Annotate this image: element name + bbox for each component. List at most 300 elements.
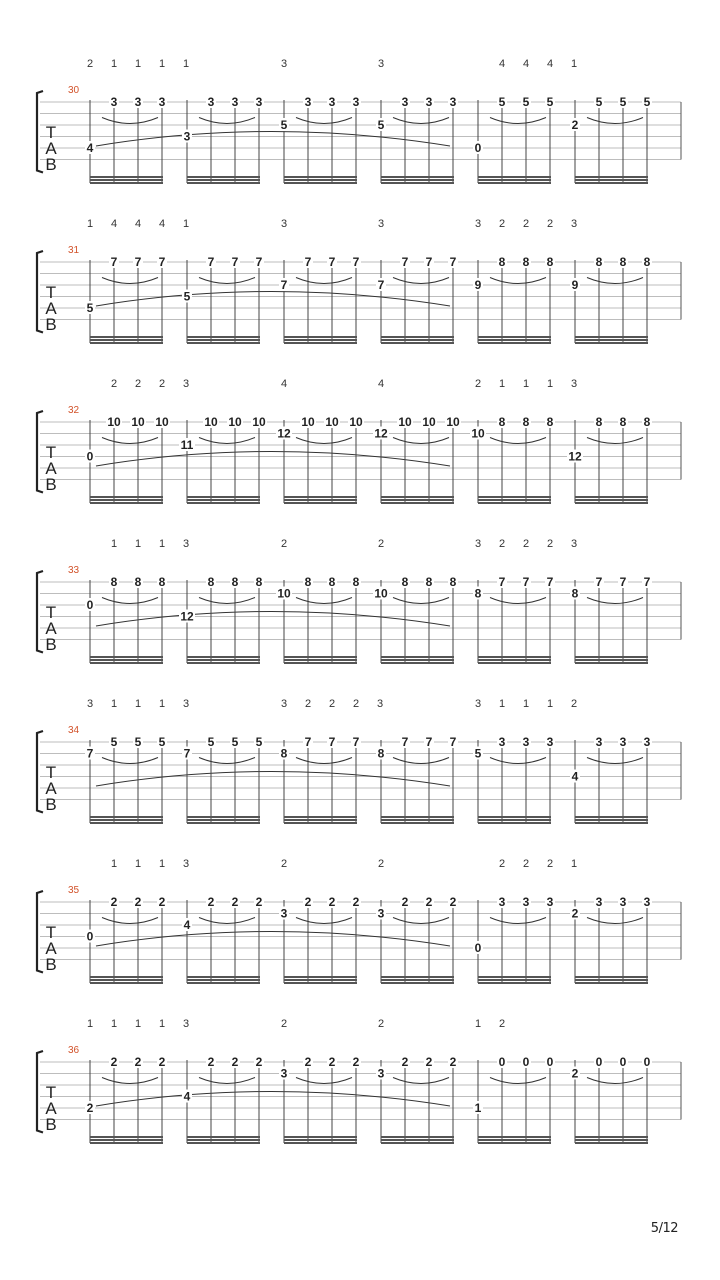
tie-curve — [587, 278, 643, 284]
top-fret-number: 2 — [304, 895, 312, 909]
fingering-number: 3 — [376, 698, 384, 710]
top-fret-number: 5 — [134, 735, 142, 749]
top-fret-number: 7 — [304, 735, 312, 749]
tie-curve — [490, 118, 546, 124]
top-fret-number: 8 — [498, 415, 506, 429]
fingering-number: 2 — [498, 858, 506, 870]
fingering-number: 3 — [280, 58, 288, 70]
tab-clef-letter: B — [45, 315, 57, 334]
top-fret-number: 7 — [352, 255, 360, 269]
tie-curve — [199, 278, 255, 284]
beat-group — [376, 895, 458, 983]
top-fret-number: 7 — [255, 255, 263, 269]
beat-group — [473, 895, 555, 983]
fingering-number: 1 — [522, 378, 530, 390]
fingering-number: 2 — [498, 218, 506, 230]
tie-curve — [587, 118, 643, 124]
fingering-number: 3 — [182, 698, 190, 710]
top-fret-number: 3 — [449, 95, 457, 109]
top-fret-number: 2 — [231, 895, 239, 909]
fingering-number: 1 — [86, 218, 94, 230]
slur-curve — [96, 772, 450, 787]
beat-group — [179, 415, 267, 503]
top-fret-number: 3 — [110, 95, 118, 109]
top-fret-number: 7 — [158, 255, 166, 269]
tie-curve — [587, 1078, 643, 1084]
top-fret-number: 3 — [522, 735, 530, 749]
bass-fret-number: 12 — [568, 449, 582, 464]
top-fret-number: 8 — [546, 255, 554, 269]
top-fret-number: 8 — [425, 575, 433, 589]
top-fret-number: 8 — [498, 255, 506, 269]
fingering-number: 1 — [110, 58, 118, 70]
top-fret-number: 7 — [546, 575, 554, 589]
top-fret-number: 10 — [204, 415, 218, 429]
beat-group — [182, 735, 264, 823]
beat-group — [179, 575, 264, 663]
beat-group — [376, 95, 458, 183]
tab-clef-letter: A — [45, 619, 57, 638]
tab-clef-letter: A — [45, 939, 57, 958]
top-fret-number: 2 — [449, 895, 457, 909]
top-fret-number: 7 — [449, 255, 457, 269]
top-fret-number: 10 — [446, 415, 460, 429]
fingering-number: 1 — [158, 58, 166, 70]
bass-fret-number: 8 — [474, 586, 482, 601]
bass-fret-number: 9 — [474, 278, 482, 292]
beat-group — [279, 95, 361, 183]
top-fret-number: 8 — [255, 575, 263, 589]
beat-group — [570, 255, 652, 343]
beat-group — [182, 895, 264, 983]
top-fret-number: 10 — [349, 415, 363, 429]
tie-curve — [296, 278, 352, 284]
top-fret-number: 5 — [158, 735, 166, 749]
tie-curve — [393, 1078, 449, 1084]
bar-number: 30 — [68, 85, 80, 96]
bass-fret-number: 7 — [183, 746, 191, 761]
bass-fret-number: 3 — [377, 906, 385, 921]
top-fret-number: 10 — [398, 415, 412, 429]
top-fret-number: 10 — [301, 415, 315, 429]
beat-group — [570, 95, 652, 183]
fingering-number: 3 — [474, 538, 482, 550]
bass-fret-number: 10 — [277, 586, 291, 601]
tie-curve — [296, 118, 352, 124]
top-fret-number: 2 — [425, 895, 433, 909]
bass-fret-number: 5 — [280, 118, 288, 132]
top-fret-number: 8 — [158, 575, 166, 589]
tie-curve — [490, 1078, 546, 1084]
tie-curve — [393, 598, 449, 604]
fingering-number: 2 — [304, 698, 312, 710]
tie-curve — [102, 1078, 158, 1084]
beat-group — [85, 415, 170, 503]
system-bracket — [37, 571, 43, 653]
fingering-number: 1 — [522, 698, 530, 710]
top-fret-number: 3 — [619, 735, 627, 749]
top-fret-number: 0 — [595, 1055, 603, 1069]
tab-clef-letter: T — [45, 443, 57, 462]
top-fret-number: 5 — [255, 735, 263, 749]
beat-group — [570, 1055, 652, 1143]
top-fret-number: 2 — [134, 1055, 142, 1069]
fingering-number: 2 — [522, 538, 530, 550]
tie-curve — [587, 758, 643, 764]
top-fret-number: 5 — [522, 95, 530, 109]
bar-number: 31 — [68, 245, 80, 256]
tie-curve — [393, 118, 449, 124]
tab-clef-letter: A — [45, 1099, 57, 1118]
slur-curve — [96, 609, 450, 627]
top-fret-number: 5 — [110, 735, 118, 749]
tab-system — [37, 378, 681, 503]
beat-group — [85, 735, 167, 823]
bar-number: 36 — [68, 1045, 80, 1056]
bass-fret-number: 10 — [374, 586, 388, 601]
tab-system — [37, 858, 681, 983]
top-fret-number: 3 — [546, 735, 554, 749]
fingering-number: 3 — [474, 218, 482, 230]
bar-number: 34 — [68, 725, 80, 736]
tie-curve — [199, 438, 255, 444]
top-fret-number: 2 — [304, 1055, 312, 1069]
top-fret-number: 3 — [643, 895, 651, 909]
fingering-number: 4 — [522, 58, 530, 70]
fingering-number: 2 — [110, 378, 118, 390]
top-fret-number: 5 — [546, 95, 554, 109]
fingering-number: 1 — [570, 858, 578, 870]
bass-fret-number: 7 — [377, 278, 385, 292]
top-fret-number: 3 — [158, 95, 166, 109]
top-fret-number: 2 — [401, 1055, 409, 1069]
fingering-number: 1 — [474, 1018, 482, 1030]
fingering-number: 2 — [570, 698, 578, 710]
fingering-number: 2 — [498, 538, 506, 550]
top-fret-number: 5 — [643, 95, 651, 109]
tie-curve — [296, 438, 352, 444]
bar-number: 35 — [68, 885, 80, 896]
beat-group — [276, 575, 361, 663]
fingering-number: 2 — [86, 58, 94, 70]
fingering-number: 2 — [280, 1018, 288, 1030]
fingering-number: 1 — [182, 218, 190, 230]
bass-fret-number: 5 — [183, 289, 191, 304]
fingering-number: 1 — [546, 378, 554, 390]
beat-group — [570, 575, 652, 663]
top-fret-number: 3 — [352, 95, 360, 109]
fingering-number: 3 — [182, 858, 190, 870]
bass-fret-number: 11 — [180, 438, 194, 452]
top-fret-number: 5 — [231, 735, 239, 749]
bass-fret-number: 9 — [571, 278, 579, 292]
fingering-number: 3 — [377, 58, 385, 70]
top-fret-number: 8 — [643, 415, 651, 429]
slur-curve — [96, 932, 450, 947]
tie-curve — [490, 598, 546, 604]
top-fret-number: 7 — [425, 735, 433, 749]
fingering-number: 2 — [377, 538, 385, 550]
top-fret-number: 10 — [228, 415, 242, 429]
top-fret-number: 5 — [619, 95, 627, 109]
beat-group — [470, 415, 555, 503]
beat-group — [473, 735, 555, 823]
tab-clef-letter: B — [45, 795, 57, 814]
beat-group — [567, 415, 652, 503]
top-fret-number: 5 — [498, 95, 506, 109]
top-fret-number: 7 — [110, 255, 118, 269]
bass-fret-number: 5 — [474, 746, 482, 761]
top-fret-number: 2 — [158, 895, 166, 909]
system-bracket — [37, 91, 43, 173]
top-fret-number: 2 — [352, 895, 360, 909]
top-fret-number: 5 — [595, 95, 603, 109]
fingering-number: 4 — [110, 218, 118, 230]
bass-fret-number: 5 — [86, 301, 94, 315]
bass-fret-number: 3 — [280, 1066, 288, 1081]
fingering-number: 3 — [570, 378, 578, 390]
fingering-number: 2 — [546, 218, 554, 230]
top-fret-number: 8 — [134, 575, 142, 589]
top-fret-number: 7 — [522, 575, 530, 589]
bass-fret-number: 3 — [280, 906, 288, 921]
fingering-number: 3 — [280, 698, 288, 710]
tab-system — [37, 218, 681, 343]
top-fret-number: 2 — [328, 895, 336, 909]
top-fret-number: 7 — [425, 255, 433, 269]
tab-system — [37, 58, 681, 183]
tie-curve — [393, 438, 449, 444]
top-fret-number: 3 — [304, 95, 312, 109]
system-bracket — [37, 731, 43, 813]
fingering-number: 3 — [377, 218, 385, 230]
tie-curve — [102, 438, 158, 444]
top-fret-number: 2 — [110, 1055, 118, 1069]
fingering-number: 1 — [110, 1018, 118, 1030]
beat-group — [376, 1055, 458, 1143]
bass-fret-number: 8 — [571, 586, 579, 601]
fingering-number: 1 — [158, 698, 166, 710]
top-fret-number: 10 — [155, 415, 169, 429]
top-fret-number: 8 — [304, 575, 312, 589]
tie-curve — [490, 918, 546, 924]
tie-curve — [393, 278, 449, 284]
fingering-number: 1 — [134, 58, 142, 70]
fingering-number: 2 — [498, 1018, 506, 1030]
fingering-number: 2 — [546, 858, 554, 870]
top-fret-number: 2 — [255, 1055, 263, 1069]
beat-group — [85, 575, 167, 663]
beat-group — [85, 255, 167, 343]
bass-fret-number: 12 — [180, 609, 194, 624]
fingering-number: 1 — [134, 858, 142, 870]
system-bracket — [37, 251, 43, 333]
top-fret-number: 7 — [207, 255, 215, 269]
top-fret-number: 7 — [643, 575, 651, 589]
bass-fret-number: 4 — [183, 1089, 191, 1104]
fingering-number: 2 — [377, 858, 385, 870]
fingering-number: 3 — [86, 698, 94, 710]
tab-clef-letter: B — [45, 955, 57, 974]
top-fret-number: 3 — [401, 95, 409, 109]
top-fret-number: 10 — [252, 415, 266, 429]
top-fret-number: 7 — [401, 255, 409, 269]
beat-group — [376, 255, 458, 343]
tab-clef-letter: T — [45, 923, 57, 942]
top-fret-number: 2 — [425, 1055, 433, 1069]
top-fret-number: 3 — [425, 95, 433, 109]
fingering-number: 1 — [158, 538, 166, 550]
beat-group — [276, 415, 364, 503]
tab-clef-letter: A — [45, 139, 57, 158]
system-bracket — [37, 891, 43, 973]
top-fret-number: 8 — [522, 255, 530, 269]
fingering-number: 1 — [158, 858, 166, 870]
fingering-number: 4 — [134, 218, 142, 230]
top-fret-number: 3 — [231, 95, 239, 109]
top-fret-number: 2 — [449, 1055, 457, 1069]
top-fret-number: 2 — [328, 1055, 336, 1069]
beat-group — [85, 1055, 167, 1143]
tab-clef-letter: T — [45, 763, 57, 782]
tab-clef-letter: B — [45, 635, 57, 654]
fingering-number: 3 — [474, 698, 482, 710]
fingering-number: 3 — [280, 218, 288, 230]
top-fret-number: 8 — [449, 575, 457, 589]
top-fret-number: 8 — [595, 415, 603, 429]
bass-fret-number: 10 — [471, 426, 485, 441]
fingering-number: 2 — [280, 858, 288, 870]
tie-curve — [490, 278, 546, 284]
top-fret-number: 3 — [328, 95, 336, 109]
top-fret-number: 7 — [595, 575, 603, 589]
fingering-number: 1 — [110, 858, 118, 870]
top-fret-number: 8 — [110, 575, 118, 589]
top-fret-number: 3 — [619, 895, 627, 909]
bass-fret-number: 4 — [571, 769, 579, 784]
top-fret-number: 3 — [643, 735, 651, 749]
tie-curve — [490, 438, 546, 444]
tab-clef-letter: A — [45, 779, 57, 798]
tie-curve — [199, 758, 255, 764]
top-fret-number: 7 — [328, 735, 336, 749]
top-fret-number: 8 — [595, 255, 603, 269]
top-fret-number: 7 — [449, 735, 457, 749]
top-fret-number: 3 — [595, 735, 603, 749]
fingering-number: 1 — [498, 698, 506, 710]
top-fret-number: 10 — [422, 415, 436, 429]
top-fret-number: 3 — [546, 895, 554, 909]
bass-fret-number: 2 — [571, 118, 579, 132]
bass-fret-number: 3 — [377, 1066, 385, 1081]
fingering-number: 2 — [474, 378, 482, 390]
beat-group — [376, 735, 458, 823]
bar-number: 32 — [68, 405, 80, 416]
top-fret-number: 8 — [522, 415, 530, 429]
top-fret-number: 8 — [546, 415, 554, 429]
fingering-number: 1 — [134, 1018, 142, 1030]
bass-fret-number: 2 — [571, 1066, 579, 1081]
fingering-number: 1 — [110, 538, 118, 550]
bass-fret-number: 0 — [474, 141, 482, 155]
fingering-number: 1 — [498, 378, 506, 390]
fingering-number: 1 — [546, 698, 554, 710]
tie-curve — [393, 758, 449, 764]
fingering-number: 2 — [280, 538, 288, 550]
tab-clef-letter: T — [45, 123, 57, 142]
bass-fret-number: 7 — [86, 746, 94, 761]
tie-curve — [102, 278, 158, 284]
tab-clef-letter: T — [45, 603, 57, 622]
bass-fret-number: 2 — [86, 1101, 94, 1115]
top-fret-number: 7 — [619, 575, 627, 589]
fingering-number: 1 — [134, 538, 142, 550]
tie-curve — [199, 918, 255, 924]
tab-clef-letter: B — [45, 1115, 57, 1134]
tab-system — [37, 1018, 681, 1143]
beat-group — [473, 1055, 555, 1143]
fingering-number: 1 — [86, 1018, 94, 1030]
bass-fret-number: 2 — [571, 906, 579, 921]
bass-fret-number: 12 — [277, 426, 291, 441]
top-fret-number: 7 — [352, 735, 360, 749]
top-fret-number: 7 — [328, 255, 336, 269]
beat-group — [182, 1055, 264, 1143]
tie-curve — [102, 918, 158, 924]
top-fret-number: 2 — [110, 895, 118, 909]
beat-group — [279, 1055, 361, 1143]
slur-curve — [96, 289, 450, 307]
beat-group — [570, 895, 652, 983]
tie-curve — [587, 918, 643, 924]
top-fret-number: 8 — [231, 575, 239, 589]
bass-fret-number: 8 — [280, 746, 288, 761]
top-fret-number: 10 — [325, 415, 339, 429]
tie-curve — [296, 598, 352, 604]
top-fret-number: 2 — [352, 1055, 360, 1069]
top-fret-number: 2 — [231, 1055, 239, 1069]
top-fret-number: 10 — [131, 415, 145, 429]
fingering-number: 4 — [546, 58, 554, 70]
top-fret-number: 7 — [401, 735, 409, 749]
top-fret-number: 7 — [231, 255, 239, 269]
tie-curve — [587, 598, 643, 604]
fingering-number: 1 — [182, 58, 190, 70]
fingering-number: 4 — [377, 378, 385, 390]
top-fret-number: 2 — [207, 1055, 215, 1069]
fingering-number: 3 — [570, 218, 578, 230]
top-fret-number: 8 — [619, 255, 627, 269]
bass-fret-number: 4 — [86, 141, 94, 155]
top-fret-number: 3 — [522, 895, 530, 909]
slur-curve — [96, 129, 450, 147]
fingering-number: 1 — [570, 58, 578, 70]
top-fret-number: 5 — [207, 735, 215, 749]
tab-clef-letter: B — [45, 155, 57, 174]
top-fret-number: 0 — [498, 1055, 506, 1069]
top-fret-number: 7 — [304, 255, 312, 269]
beat-group — [473, 575, 555, 663]
beat-group — [279, 255, 361, 343]
tie-curve — [199, 118, 255, 124]
top-fret-number: 2 — [207, 895, 215, 909]
top-fret-number: 8 — [643, 255, 651, 269]
fingering-number: 2 — [522, 858, 530, 870]
beat-group — [182, 95, 264, 183]
tie-curve — [393, 918, 449, 924]
beat-group — [182, 255, 264, 343]
tie-curve — [199, 598, 255, 604]
